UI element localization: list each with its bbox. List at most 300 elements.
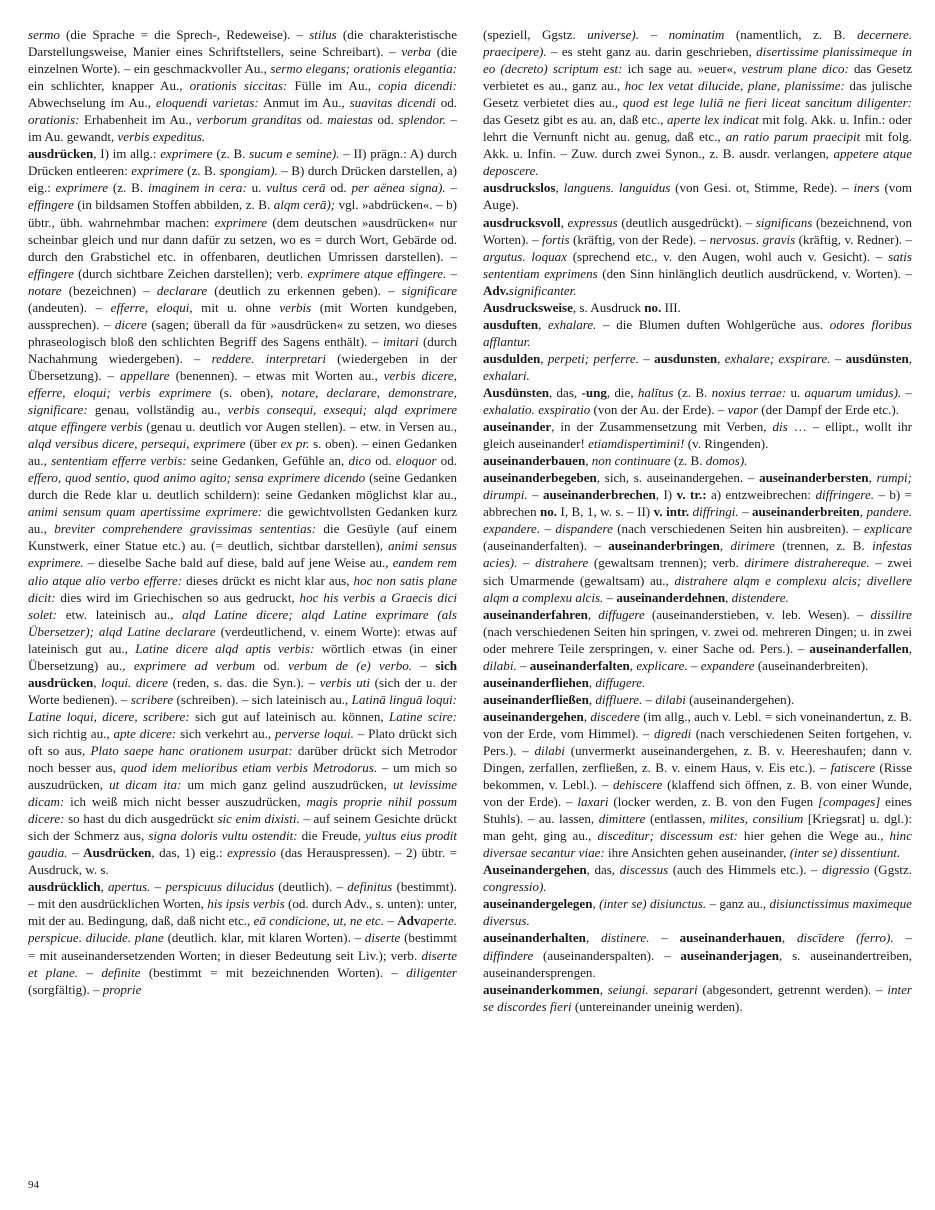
latin-term: Latine scire: [389, 708, 457, 724]
entry-text: mit folg. Akk. u. Infin. – Zuw. durch zwei Synon., z. B. ausdr. verlangen, [483, 129, 912, 162]
bold-term: auseinanderfalten [529, 657, 630, 673]
latin-term: alqm cerā); [273, 197, 336, 213]
entry-headword: Ausdrucksweise [483, 299, 573, 315]
entry-text: (entlassen, [645, 811, 710, 827]
entry-text: die Freude, [297, 828, 366, 844]
entry-text: (gewaltsam trennen); verb. [588, 555, 745, 571]
entry-text: – [687, 657, 701, 673]
entry-text: od. [435, 95, 457, 111]
entry-text: (deutlich zu erkennen geben). – [207, 282, 402, 298]
entry-headword: auseinandergelegen [483, 896, 593, 912]
latin-term: sententiam efferre verbis: [51, 453, 187, 469]
entry-headword: auseinanderfließen [483, 691, 589, 707]
bold-term: -ung [581, 384, 607, 400]
entry-text: (auseinanderbreiten). [754, 657, 869, 673]
entry-text: um mich ganz gelind auszudrücken, [181, 777, 393, 793]
entry-text: (namentlich, z. B. [724, 27, 858, 42]
entry-text: (sich der u. der Worte bedienen). – [28, 674, 457, 707]
entry-text: , s. auseinandertreiben, auseinandersprengen. [483, 947, 912, 980]
latin-term: aperte lex indicat [667, 112, 759, 128]
entry-text: (durch Nachahmung wiedergeben). – [28, 333, 457, 366]
latin-term: notare [28, 282, 62, 298]
entry-headword: auseinanderkommen [483, 981, 600, 997]
latin-term: Plato saepe hanc orationem usurpat: [90, 742, 293, 758]
latin-term: diffugere. [595, 674, 646, 690]
entry-text: (reden, s. das. die Syn.). – [168, 674, 320, 690]
bold-term: auseinanderbersten [759, 470, 869, 486]
entry-text: , die, [606, 384, 638, 400]
entry-text: , [908, 640, 912, 656]
entry-text: mit u. ohne [192, 299, 280, 315]
dictionary-entry [483, 384, 912, 418]
entry-text: hier gehen die Wege au., [737, 828, 890, 844]
latin-term: discedere [590, 708, 640, 724]
entry-text: sich gut auf lateinisch au. können, [189, 708, 390, 724]
entry-text: – [412, 657, 436, 673]
latin-term: dirimere distrahereque. [744, 555, 870, 571]
entry-text: dieses drückt es nicht klar aus, [182, 572, 354, 588]
entry-text: (kräftig, v. Redner). – [795, 231, 912, 247]
entry-text: (wiedergeben in der Übersetzung). – [28, 350, 457, 383]
entry-text: , [560, 214, 568, 230]
entry-text: (vom Auge). [483, 180, 912, 213]
latin-term: ex pr. [280, 436, 310, 452]
entry-text: u. [246, 180, 267, 196]
dictionary-entry [483, 929, 912, 980]
entry-headword: Auseinandergehen [483, 862, 587, 878]
latin-term: animi sensus exprimere. [28, 538, 457, 571]
entry-text: (auseinanderstieben, v. leb. Wesen). – [644, 606, 871, 622]
latin-term: decernere. praecipere). [483, 27, 912, 60]
entry-text: – [78, 964, 102, 980]
entry-text: (durch sichtbare Zeichen darstellen); verb. [73, 265, 308, 281]
latin-term: verba [401, 44, 432, 60]
latin-term: inter se discordes fieri [483, 981, 912, 1014]
latin-term: discīdere (ferro). [796, 930, 894, 946]
entry-text: s. oben). – einen Gedanken au., [28, 436, 457, 469]
dictionary-entry [28, 145, 457, 878]
latin-term: hoc lex vetat dilucide, plane, planissime: [624, 78, 845, 94]
entry-text: – zwei sich Umarmende (gewaltsam) au., [483, 555, 912, 588]
bold-term: v. intr. [653, 504, 690, 520]
entry-headword: ausdruckslos [483, 180, 556, 196]
entry-text: , [100, 879, 109, 895]
entry-text: – Plato drückt sich oft so aus, [28, 725, 457, 758]
entry-text: die Gesüyle (auf einem Kunstwerk, einer Statue etc.) au. (= deutlich, sichtbar darstellen), [28, 521, 457, 554]
entry-text: das Gesetz verbietet es au., ganz au., [483, 61, 912, 94]
bold-term: auseinanderhauen [679, 930, 782, 946]
latin-term: his ipsis verbis [207, 896, 285, 912]
latin-term: dilabi. [483, 657, 517, 673]
latin-term: yultus eius prodit gaudia. [28, 828, 457, 861]
entry-text: (die Sprache = die Sprech-, Redeweise). – [59, 27, 310, 42]
latin-term: verbis consequi, exsequi; alqd exprimere atque effingere verbis [28, 402, 457, 435]
entry-text: (bestimmt = mit bezeichnenden Worten). – [140, 964, 407, 980]
latin-term: magis proprie nihil possum dicere: [28, 794, 457, 827]
entry-text: a) entzweibrechen: [706, 487, 816, 503]
latin-term: dirimere [730, 538, 775, 554]
latin-term: significanter. [508, 282, 577, 298]
entry-text: (die einzelnen Worte). – ein geschmackvoller Au., [28, 44, 457, 77]
latin-term: sic enim dixisti. [217, 811, 300, 827]
entry-text: (bezeichnen) – [61, 282, 157, 298]
entry-headword: auseinanderfahren [483, 606, 588, 622]
latin-term: copia dicendi: [378, 78, 457, 94]
entry-text: (der Dampf der Erde etc.). [758, 402, 899, 418]
latin-term: proprie [102, 981, 142, 997]
entry-text: – [901, 384, 912, 400]
entry-text: ich sage au. »euer«, [622, 61, 742, 77]
latin-term: distinere. [601, 930, 650, 946]
entry-text: (den Sinn hinlänglich deutlich ausdrückend, v. Worten). – [597, 265, 912, 281]
left-column [28, 26, 457, 1176]
latin-term: exprimere [131, 163, 184, 179]
entry-headword: auseinanderfliehen [483, 674, 589, 690]
entry-text: so hast du dich ausgedrückt [64, 811, 218, 827]
entry-text: (v. Ringenden). [684, 436, 769, 452]
entry-text: – im Au. gewandt, [28, 112, 457, 145]
latin-term: expressus [567, 214, 618, 230]
latin-term: dis [772, 419, 788, 435]
latin-term: verborum granditas [196, 112, 302, 128]
entry-text: (untereinander uneinig werden). [571, 998, 743, 1014]
bold-term: Adv. [483, 282, 509, 298]
entry-text: (von Gesi. ot, Stimme, Rede). – [670, 180, 854, 196]
entry-text: – es steht ganz au. darin geschrieben, [546, 44, 757, 60]
entry-text: sich verkehrt au., [176, 725, 276, 741]
entry-text: ihre Ansichten gehen auseinander, [604, 845, 790, 861]
dictionary-entry [28, 26, 457, 145]
entry-text: (seine Gedanken durch die Rede klar u. deutlich schildern): seine Gedanken möglichst klar au., [28, 470, 457, 503]
entry-text: od. [255, 657, 289, 673]
entry-text: , [629, 657, 637, 673]
latin-term: breviter comprehendere gravissimas sententias: [54, 521, 317, 537]
entry-text: (nach verschiedenen Seiten fortgehen, v. Pers.). – [483, 725, 912, 758]
latin-term: expressio [227, 845, 276, 861]
latin-term: congressio). [483, 879, 547, 895]
dictionary-entry [483, 179, 912, 213]
entry-text: , sich, s. auseinandergehen. – [596, 470, 760, 486]
entry-text: – [445, 180, 457, 196]
entry-text: – [642, 691, 656, 707]
latin-term: nominatim [668, 27, 725, 42]
entry-text: das Gesetz gibt es au. an, daß etc., [483, 112, 668, 128]
latin-term: exprimere atque effingere. [307, 265, 447, 281]
entry-text: – die Blumen duften Wohlgerüche aus. [596, 316, 830, 332]
bold-term: no. [540, 504, 558, 520]
latin-term: dehiscere [612, 777, 663, 793]
latin-term: laxari [577, 794, 609, 810]
latin-term: perpeti; perferre. [547, 350, 639, 366]
entry-text: (speziell, Ggstz. [483, 27, 588, 42]
latin-term: seiungi. separari [607, 981, 698, 997]
entry-text: – b) = abbrechen [483, 487, 912, 520]
latin-term: effingere [28, 197, 74, 213]
entry-headword: ausduften [483, 316, 539, 332]
entry-text: – [67, 845, 84, 861]
latin-term: definite [101, 964, 141, 980]
latin-term: dicere [114, 316, 147, 332]
latin-term: significans [755, 214, 813, 230]
latin-term: eloquor [395, 453, 437, 469]
entry-text: (deutlich ausgedrückt). – [617, 214, 756, 230]
entry-text: (im allg., auch v. Lebl. = sich voneinandertun, z. B. von der Erde, vom Himmel). – [483, 708, 912, 741]
entry-text: (s. oben), [211, 384, 282, 400]
page-number: 94 [28, 1179, 39, 1191]
entry-text: die gewichtvollsten Gedanken kurz au., [28, 504, 457, 537]
entry-text: (trennen, z. B. [774, 538, 873, 554]
latin-term: vapor [727, 402, 759, 418]
entry-headword: ausdrücklich [28, 879, 101, 895]
latin-term: disertissime planissimeque in eo (decreto) scriptum est: [483, 44, 912, 77]
dictionary-entry [28, 878, 457, 997]
latin-term: diffringere. [815, 487, 875, 503]
entry-text: (Ggstz. [869, 862, 912, 878]
dictionary-entry [483, 418, 912, 452]
latin-term: discessus [619, 862, 669, 878]
entry-text: – dieselbe Sache bald auf diese, bald auf jene Weise au., [83, 555, 393, 571]
entry-text: , [93, 674, 102, 690]
latin-term: disiunctissimus maximeque diversus. [483, 896, 912, 929]
entry-text: , [583, 708, 591, 724]
dictionary-page [28, 26, 912, 1176]
bold-term: Adv [397, 913, 421, 929]
entry-text: (nach verschiedenen Seiten hin ausbreiten). – [612, 521, 864, 537]
bold-term: Ausdrücken [83, 845, 152, 861]
entry-headword: ausdrücken [28, 146, 94, 162]
latin-term: satis sententiam exprimens [483, 248, 912, 281]
entry-text: u. [786, 384, 805, 400]
dictionary-entry [483, 350, 912, 384]
entry-text: – B) durch Drücken darstellen, a) eig.: [28, 163, 457, 196]
latin-term: diffringi. [692, 504, 739, 520]
dictionary-entry [483, 708, 912, 861]
latin-term: sucum e semine). [249, 146, 340, 162]
latin-term: appetere atque deposcere. [483, 146, 912, 179]
entry-text: – [384, 913, 398, 929]
latin-term: maiestas [327, 112, 373, 128]
latin-term: rumpi; dirumpi. [483, 470, 912, 503]
entry-text: eines Stuhls). – au. lassen, [483, 794, 912, 827]
latin-term: ut dicam ita: [109, 777, 182, 793]
entry-text: – [516, 657, 530, 673]
latin-term: signa doloris vultu ostendit: [148, 828, 298, 844]
latin-term: dissilire [870, 606, 912, 622]
entry-text: , I) [655, 487, 677, 503]
latin-term: vestrum plane dico: [741, 61, 849, 77]
entry-text: (kräftig, von der Rede). – [569, 231, 710, 247]
latin-term: exprimere ad verbum [133, 657, 256, 673]
dictionary-entry [483, 674, 912, 691]
entry-text: (abgesondert, getrennt werden). – [697, 981, 888, 997]
bold-term: no. [644, 299, 662, 315]
dictionary-entry [483, 981, 912, 1015]
dictionary-entry [483, 691, 912, 708]
latin-term: diffluere. [595, 691, 643, 707]
latin-term: explicare. [636, 657, 688, 673]
entry-text: , [725, 589, 732, 605]
latin-term: explicare [863, 521, 912, 537]
bold-term: auseinanderbringen [608, 538, 720, 554]
latin-term: eloquendi varietas: [155, 95, 259, 111]
latin-term: fortis [542, 231, 570, 247]
latin-term: aperte. perspicue. dilucide. plane [28, 913, 457, 946]
latin-term: languens. languidus [563, 180, 671, 196]
latin-term: iners [853, 180, 880, 196]
entry-text: Erhabenheit im Au., [79, 112, 197, 128]
entry-text: genau, vollständig au., [87, 402, 228, 418]
entry-text: (auseinandergehen). [685, 691, 795, 707]
entry-text: – [638, 350, 655, 366]
entry-text: , I) im allg.: [93, 146, 161, 162]
latin-term: exhalare; exspirare. [724, 350, 831, 366]
latin-term: eā condicione, ut, ne etc. [253, 913, 384, 929]
latin-term: efferre, eloqui, [110, 299, 193, 315]
entry-text: (die charakteristische Darstellungsweise, Manier eines Schriftstellers, seine Schreibart). – [28, 27, 457, 60]
entry-text: (auseinanderspalten). – [533, 947, 681, 963]
latin-term: per aënea signa). [351, 180, 446, 196]
latin-term: quod idem melioribus etiam verbis Metrodorus. [120, 760, 378, 776]
entry-text: (z. B. [108, 180, 148, 196]
latin-term: verbis expeditus. [117, 129, 206, 145]
latin-term: verbis uti [319, 674, 370, 690]
entry-text: III. [661, 299, 681, 315]
bold-term: sich ausdrücken [28, 657, 457, 690]
entry-text: , [585, 453, 592, 469]
entry-text: , [592, 896, 600, 912]
entry-text: – II) prägn.: A) durch Drücken entleeren: [28, 146, 457, 179]
entry-text: dies wird im Griechischen so aus gedruckt, [55, 589, 300, 605]
entry-headword: auseinanderhalten [483, 930, 586, 946]
latin-term: dispandere [555, 521, 613, 537]
latin-term: exhalare. [548, 316, 597, 332]
entry-text: (sagen; überall da für »ausdrücken« zu setzen, wo dieses phraseologisch bloß den schlichten Begriff des Sagens enthält). – [28, 316, 457, 349]
latin-term: digressio [822, 862, 870, 878]
entry-headword: auseinander [483, 419, 552, 435]
latin-term: exprimere [160, 146, 213, 162]
entry-text: I, B, 1, w. s. – II) [557, 504, 654, 520]
entry-text: , [587, 606, 599, 622]
bold-term: auseinanderjagen [680, 947, 779, 963]
entry-text: – [603, 589, 617, 605]
latin-term: [compages] [817, 794, 881, 810]
entry-text: (schreiben). – sich lateinisch au., [173, 691, 352, 707]
entry-text: – [830, 350, 846, 366]
entry-headword: ausdulden [483, 350, 541, 366]
entry-text: (mit Worten kundgeben, aussprechen). – [28, 299, 457, 332]
entry-text: – [649, 930, 680, 946]
latin-term: (inter se) dissentiunt. [789, 845, 901, 861]
entry-text: das julische Gesetz verbietet dies au., [483, 78, 912, 111]
entry-text: darüber drückt sich Metrodor noch besser aus, [28, 742, 457, 776]
latin-term: dico [348, 453, 371, 469]
entry-text: (z. B. [673, 384, 712, 400]
entry-text: – [893, 930, 912, 946]
latin-term: exprimere [214, 214, 268, 230]
latin-term: reddere. interpretari [211, 350, 326, 366]
entry-text: – [527, 487, 543, 503]
entry-text: , das, 1) eig.: [151, 845, 228, 861]
latin-term: halĭtus [637, 384, 674, 400]
latin-term: effingere [28, 265, 74, 281]
entry-text: Anmut im Au., [258, 95, 350, 111]
latin-term: Latinā linguā loqui: Latine loqui, dicere, scribere: [28, 691, 457, 724]
entry-text: (über [245, 436, 281, 452]
latin-term: splendor. [398, 112, 446, 128]
entry-text: , [719, 538, 731, 554]
entry-text: etw. lateinisch au., [57, 606, 183, 622]
latin-term: loqui. dicere [101, 674, 169, 690]
entry-text: , [555, 180, 564, 196]
latin-term: appellare [120, 367, 170, 383]
latin-term: exprimere [55, 180, 109, 196]
latin-term: eandem rem alio atque alio verbo efferre: [28, 555, 457, 588]
bold-term: v. tr.: [676, 487, 707, 503]
right-column [483, 26, 912, 1176]
entry-text: – [540, 521, 556, 537]
dictionary-entry [483, 316, 912, 350]
latin-term: expandere [700, 657, 755, 673]
entry-text: , in der Zusammensetzung mit Verben, [551, 419, 773, 435]
latin-term: milites, consilium [709, 811, 804, 827]
latin-term: aquarum umidus). [804, 384, 902, 400]
latin-term: spongiam). [219, 163, 278, 179]
latin-term: disceditur; discessum est: [597, 828, 738, 844]
latin-term: animi sensum quam apertissime exprimere: [28, 504, 263, 520]
entry-text: (benennen). – etwas mit Worten au., [169, 367, 384, 383]
entry-text: mit folg. Akk. u. Infin.: oder lehrt die Vernunft nicht au. genug, daß etc., [483, 112, 912, 145]
latin-term: an ratio parum praecipit [725, 129, 861, 145]
entry-text: ich weiß mich nicht besser auszudrücken, [64, 794, 307, 810]
entry-text: , [717, 350, 725, 366]
entry-text: (z. B. [670, 453, 706, 469]
latin-term: stilus [309, 27, 337, 42]
latin-term: distendere. [731, 589, 789, 605]
latin-term: apertus. – perspicuus dilucidus [108, 879, 275, 895]
entry-text: wörtlich etwas (in einer Übersetzung) au., [28, 640, 457, 673]
bold-term: auseinanderbrechen [542, 487, 656, 503]
entry-headword: ausdrucksvoll [483, 214, 561, 230]
latin-term: hoc his verbis a Graecis dici solet: [28, 589, 457, 622]
latin-term: verbum de (e) verbo. [288, 657, 413, 673]
entry-text: (in bildsamen Stoffen abbilden, z. B. [73, 197, 274, 213]
latin-term: noxius terrae: [711, 384, 787, 400]
latin-term: suavitas dicendi [349, 95, 436, 111]
entry-text: , [538, 316, 549, 332]
entry-text: – um mich so auszudrücken, [28, 760, 457, 793]
latin-term: vultus cerā [266, 180, 326, 196]
dictionary-entry [483, 861, 912, 895]
entry-text: [Kriegsrat] u. dgl.): man geht, ging au., [483, 811, 912, 844]
entry-text: (bestimmt = mit auseinandersetzenden Worten; in dieser Bedeutung seit Liv.); verb. [28, 930, 457, 963]
latin-term: apte dicere: [113, 725, 177, 741]
entry-text: (verdeutlichend, v. einem Worte): etwas auf lateinisch gut au., [28, 623, 457, 656]
latin-term: sermo [28, 27, 60, 42]
entry-text: od. [371, 453, 396, 469]
latin-term: diserte [364, 930, 401, 946]
latin-term: nervosus. gravis [709, 231, 796, 247]
entry-text: (unvermerkt auseinandergehen, z. B. v. Heereshaufen; dann v. Dingen, zerfallen, zerfließen, z. B. v. einem Haus, v. Eis etc.). – [483, 742, 912, 776]
entry-text: (klaffend sich öffnen, z. B. von einer Wunde, von der Erde). – [483, 777, 912, 810]
entry-text: od. [301, 112, 328, 128]
dictionary-entry [483, 26, 912, 179]
entry-text: (sorgfältig). – [28, 981, 103, 997]
latin-term: non continuare [591, 453, 671, 469]
latin-term: distrahere [535, 555, 589, 571]
entry-text: , [585, 930, 602, 946]
latin-term: infestas acies). [483, 538, 912, 571]
entry-text: od. [372, 112, 399, 128]
